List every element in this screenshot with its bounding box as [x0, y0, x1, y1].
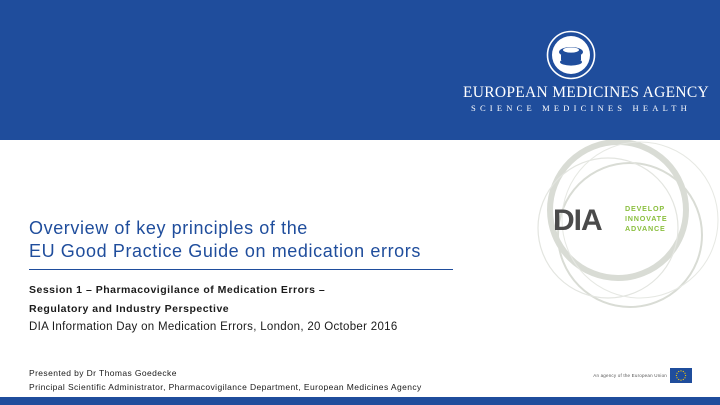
- eu-star-icon: [676, 373, 677, 374]
- dia-logo-icon: [553, 201, 673, 237]
- slide-title-line-2: EU Good Practice Guide on medication errors: [29, 241, 421, 261]
- agency-tagline: SCIENCE MEDICINES HEALTH: [471, 103, 691, 113]
- session-line-1: Session 1 – Pharmacovigilance of Medication Errors –: [29, 284, 326, 296]
- dia-tagline-3: ADVANCE: [625, 224, 666, 233]
- presenter-name: Presented by Dr Thomas Goedecke: [29, 368, 177, 378]
- footer-bar: [0, 397, 720, 405]
- header-banner: [0, 0, 720, 140]
- slide-title-line-1: Overview of key principles of the: [29, 218, 308, 238]
- slide-title: [29, 217, 421, 263]
- eu-star-icon: [676, 375, 677, 376]
- eu-star-icon: [678, 371, 679, 372]
- eu-star-icon: [680, 370, 681, 371]
- eu-star-icon: [683, 371, 684, 372]
- agency-name: EUROPEAN MEDICINES AGENCY: [462, 84, 710, 101]
- presenter-info: [29, 366, 422, 394]
- eu-star-icon: [676, 377, 677, 378]
- eu-agency-note: An agency of the European Union: [593, 373, 667, 378]
- presenter-role: Principal Scientific Administrator, Pharmacovigilance Department, European Medicines Agency: [29, 382, 422, 392]
- eu-star-icon: [684, 373, 685, 374]
- ema-logo-icon: [546, 30, 596, 80]
- eu-flag-icon: [670, 368, 692, 383]
- dia-tagline-1: DEVELOP: [625, 204, 665, 213]
- dia-tagline-2: INNOVATE: [625, 214, 668, 223]
- eu-star-icon: [680, 380, 681, 381]
- title-divider: [29, 269, 453, 270]
- dia-logo-mark: DIA: [553, 204, 602, 237]
- session-line-2: Regulatory and Industry Perspective: [29, 303, 230, 315]
- session-heading: [29, 281, 325, 319]
- eu-star-icon: [684, 377, 685, 378]
- eu-star-icon: [683, 379, 684, 380]
- dia-logo: [553, 201, 673, 237]
- event-info: DIA Information Day on Medication Errors, London, 20 October 2016: [29, 321, 398, 333]
- eu-star-icon: [678, 379, 679, 380]
- eu-star-icon: [685, 375, 686, 376]
